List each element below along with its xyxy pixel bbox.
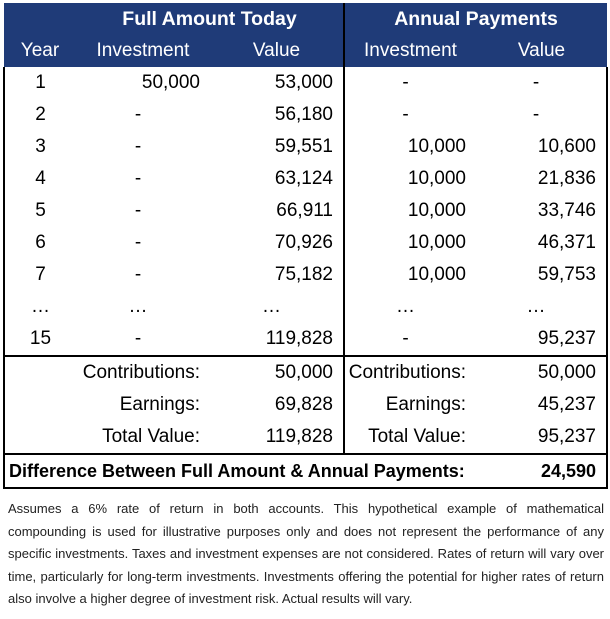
col-header-full-investment: Investment [96,40,190,61]
full-investment-cell: - [134,328,142,349]
col-header-year: Year [20,40,60,61]
full-contributions-value: 50,000 [210,356,344,389]
annual-investment-cell: 10,000 [407,264,466,285]
full-earnings-value: 69,828 [210,389,344,421]
annual-value-cell: 59,753 [476,259,607,291]
table-row [4,99,607,131]
difference-value: 24,590 [476,454,607,488]
year-cell: 4 [4,163,76,195]
annual-investment-cell: … [396,296,415,317]
year-cell: 15 [4,323,76,356]
table-row [4,195,607,227]
annual-earnings-value: 45,237 [476,389,607,421]
col-header-annual-value: Value [517,40,566,61]
full-value-cell: 119,828 [210,323,344,356]
column-header-row [4,35,607,67]
annual-investment-cell: 10,000 [407,200,466,221]
full-total-value: 119,828 [210,421,344,454]
full-investment-cell: 50,000 [141,72,200,93]
earnings-label-annual: Earnings: [385,394,466,415]
year-cell: 6 [4,227,76,259]
full-investment-cell: - [134,200,142,221]
full-investment-cell: - [134,168,142,189]
year-cell: 5 [4,195,76,227]
annual-value-cell: - [476,67,607,99]
annual-value-cell: 46,371 [476,227,607,259]
year-cell: 1 [4,67,76,99]
annual-value-cell: 21,836 [476,163,607,195]
earnings-label-full: Earnings: [119,394,200,415]
annual-investment-cell: - [402,328,409,349]
group-header-annual: Annual Payments [394,7,558,30]
difference-label: Difference Between Full Amount & Annual Payments: [4,454,476,488]
group-header-row [4,3,607,35]
table-row [4,131,607,163]
summary-row-contributions [4,356,607,389]
comparison-table [3,3,608,489]
full-investment-cell: … [128,296,148,317]
full-value-cell: 59,551 [210,131,344,163]
difference-row [4,454,607,488]
contributions-label-full: Contributions: [76,356,210,389]
table-row [4,67,607,99]
annual-value-cell: … [476,291,607,323]
annual-value-cell: 95,237 [476,323,607,356]
year-cell: 2 [4,99,76,131]
table-row [4,291,607,323]
footnote: Assumes a 6% rate of return in both accounts. This hypothetical example of mathematical compounding is used for illustrative purposes only and does not represent the performance of any specific investments. Taxes and investment expenses are not considered. Rates of return will vary over time, particularly for long-term investments. Investments offering the potential for higher rates of return also involve a higher degree of investment risk. Actual results will vary. [8,501,604,607]
full-value-cell: … [210,291,344,323]
year-cell: 7 [4,259,76,291]
full-value-cell: 75,182 [210,259,344,291]
annual-investment-cell: - [402,72,409,93]
annual-investment-cell: 10,000 [407,168,466,189]
col-header-annual-investment: Investment [364,40,457,61]
summary-row-earnings [4,389,607,421]
annual-investment-cell: - [402,104,409,125]
full-value-cell: 56,180 [210,99,344,131]
full-value-cell: 70,926 [210,227,344,259]
full-value-cell: 66,911 [210,195,344,227]
full-investment-cell: - [134,136,142,157]
table-row [4,259,607,291]
full-value-cell: 53,000 [210,67,344,99]
total-label-annual: Total Value: [344,421,476,454]
year-rows [4,67,607,356]
annual-investment-cell: 10,000 [407,136,466,157]
comparison-table-frame [3,3,606,489]
full-investment-cell: - [134,232,142,253]
annual-investment-cell: 10,000 [407,232,466,253]
annual-value-cell: 33,746 [476,195,607,227]
full-investment-cell: - [134,104,142,125]
annual-contributions-value: 50,000 [476,356,607,389]
table-row [4,227,607,259]
col-header-full-value: Value [210,35,344,67]
full-value-cell: 63,124 [210,163,344,195]
contributions-label-annual: Contributions: [344,356,476,389]
table-row [4,163,607,195]
annual-total-value: 95,237 [476,421,607,454]
header-corner [4,3,76,35]
summary-row-total [4,421,607,454]
year-cell: … [4,291,76,323]
year-cell: 3 [4,131,76,163]
group-header-full: Full Amount Today [76,3,344,35]
annual-value-cell: 10,600 [476,131,607,163]
annual-value-cell: - [476,99,607,131]
total-label-full: Total Value: [76,421,210,454]
table-row [4,323,607,356]
full-investment-cell: - [134,264,142,285]
